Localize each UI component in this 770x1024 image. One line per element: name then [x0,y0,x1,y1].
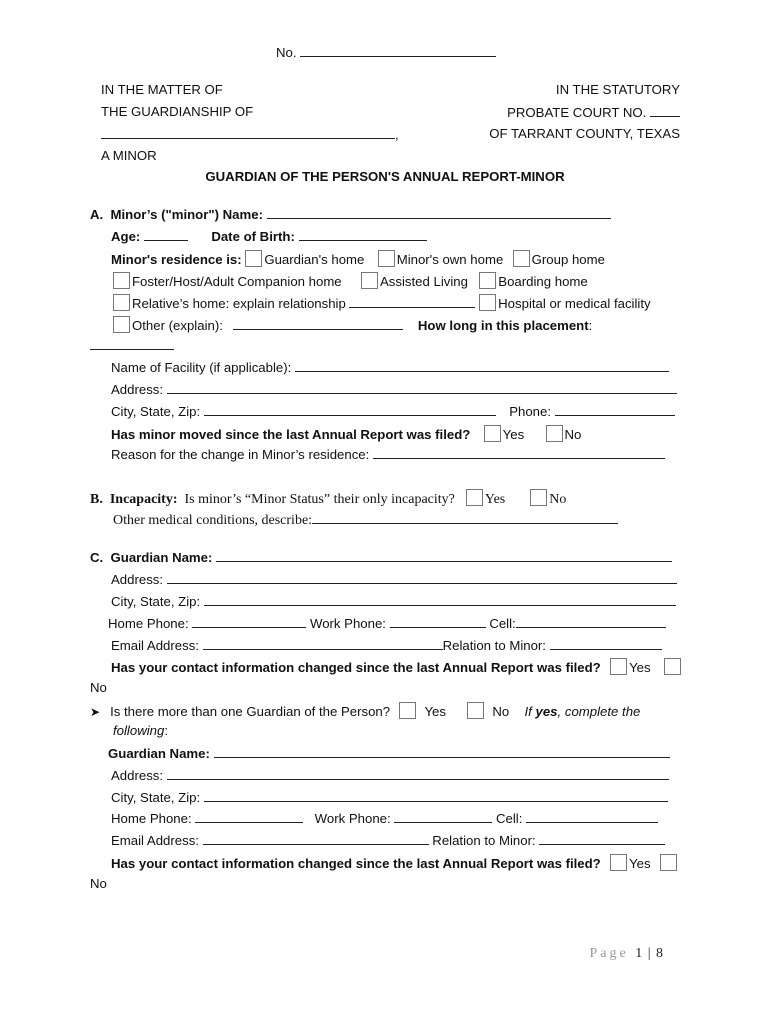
moved-question: Has minor moved since the last Annual Report was filed? [111,427,471,442]
c-address-field[interactable] [167,571,677,584]
foster-home-checkbox[interactable] [113,272,130,289]
group-home-checkbox[interactable] [513,250,530,267]
section-b-line [90,489,566,508]
group-home-label: Group home [531,252,605,267]
minor-name-label: Minor’s ("minor") Name: [110,207,263,222]
a-phone-label: Phone: [509,404,551,419]
c-relation-label: Relation to Minor: [442,638,546,653]
residence-line-2 [113,272,588,290]
a-address-label: Address: [111,382,164,397]
form-title: GUARDIAN OF THE PERSON'S ANNUAL REPORT-MINOR [205,169,565,184]
following-word: following [113,723,165,738]
arrow-bullet-icon: ➤ [90,705,101,719]
hospital-checkbox[interactable] [479,294,496,311]
other-conditions-line [113,511,618,529]
guardian-home-checkbox[interactable] [245,250,262,267]
page-word: Page [589,946,629,961]
g2-city-field[interactable] [204,789,668,802]
section-a-name-line [90,206,611,223]
page-number: 1 | 8 [635,946,664,961]
ward-name-comma: , [395,127,399,142]
c-email-field[interactable] [203,637,443,650]
if-yes-following [113,723,168,739]
a-city-field[interactable] [204,403,496,416]
section-c-letter: C. [90,550,104,565]
g2-changed-line [111,854,679,872]
incapacity-no-checkbox[interactable] [530,489,547,506]
dob-field[interactable] [299,228,427,241]
other-residence-label: Other (explain): [132,318,223,333]
matter-line-4: A MINOR [101,148,157,163]
guardian-name-label: Guardian Name: [110,550,213,565]
matter-line-1: IN THE MATTER OF [101,82,223,97]
section-c-name-line [90,549,672,566]
c-city-label: City, State, Zip: [111,594,201,609]
c-cell-label: Cell: [489,616,516,631]
g2-home-phone-label: Home Phone: [111,811,192,826]
age-field[interactable] [144,228,188,241]
g2-changed-no-label: No [90,876,107,891]
a-address-line [111,381,677,398]
court-line-3: OF TARRANT COUNTY, TEXAS [489,126,680,141]
incapacity-title: Incapacity: [109,492,178,507]
ward-name-line [101,126,399,143]
facility-line [111,359,669,376]
other-explain-field[interactable] [233,317,403,330]
c-work-phone-label: Work Phone: [309,616,386,631]
following-colon: : [164,723,168,738]
g2-changed-yes-checkbox[interactable] [610,854,627,871]
case-number-label: No. [276,45,297,60]
court-line-2 [507,104,680,121]
c-changed-yes-checkbox[interactable] [610,658,627,675]
more-guardians-no-label: No [492,704,510,719]
court-number-label: PROBATE COURT NO. [507,105,647,120]
g2-relation-label: Relation to Minor: [432,833,536,848]
residence-line-4 [113,316,592,334]
age-label: Age: [111,229,141,244]
g2-email-line [111,832,665,849]
reason-label: Reason for the change in Minor’s residence: [111,447,370,462]
boarding-home-label: Boarding home [498,274,588,289]
a-address-field[interactable] [167,381,677,394]
section-b-letter: B. [90,492,103,507]
case-number-blank[interactable] [300,44,496,57]
how-long-label: How long in this placement [417,318,589,333]
g2-address-label: Address: [111,768,164,783]
court-number-blank[interactable] [650,104,680,117]
a-phone-field[interactable] [555,403,675,416]
c-address-line [111,571,677,588]
c-city-line [111,593,676,610]
facility-label: Name of Facility (if applicable): [111,360,292,375]
c-address-label: Address: [111,572,164,587]
g2-changed-no-checkbox[interactable] [660,854,677,871]
page-footer [589,946,664,962]
minor-own-home-label: Minor's own home [396,252,504,267]
g2-cell-field[interactable] [526,810,658,823]
a-city-label: City, State, Zip: [111,404,201,419]
assisted-living-checkbox[interactable] [361,272,378,289]
c-city-field[interactable] [204,593,676,606]
incapacity-yes-label: Yes [484,492,506,507]
c-work-phone-field[interactable] [390,615,486,628]
hospital-label: Hospital or medical facility [498,296,651,311]
moved-yes-checkbox[interactable] [484,425,501,442]
a-city-line [111,403,675,420]
c-changed-no-checkbox[interactable] [664,658,681,675]
g2-home-phone-field[interactable] [195,810,303,823]
more-guardians-no-checkbox[interactable] [467,702,484,719]
how-long-field[interactable] [90,349,174,350]
c-email-line [111,637,662,654]
c-home-phone-label: Home Phone: [108,616,189,631]
g2-work-phone-field[interactable] [394,810,492,823]
dob-label: Date of Birth: [211,229,295,244]
boarding-home-checkbox[interactable] [479,272,496,289]
facility-field[interactable] [295,359,669,372]
more-guardians-question: Is there more than one Guardian of the Person? [110,704,391,719]
c-phones-line [108,615,666,632]
section-a-letter: A. [90,207,104,222]
reason-line [111,446,665,463]
moved-line [111,425,581,443]
g2-name-label: Guardian Name: [108,746,210,761]
g2-email-field[interactable] [203,832,429,845]
c-relation-field[interactable] [550,637,662,650]
other-residence-checkbox[interactable] [113,316,130,333]
assisted-living-label: Assisted Living [379,274,468,289]
c-cell-field[interactable] [516,615,666,628]
g2-city-line [111,789,668,806]
g2-name-field[interactable] [214,745,670,758]
matter-line-2: THE GUARDIANSHIP OF [101,104,254,119]
g2-changed-yes-label: Yes [629,856,651,871]
minor-name-field[interactable] [267,206,611,219]
guardian-name-field[interactable] [216,549,672,562]
foster-home-label: Foster/Host/Adult Companion home [132,274,342,289]
g2-city-label: City, State, Zip: [111,790,201,805]
other-conditions-label: Other medical conditions, describe: [113,513,313,528]
incapacity-question: Is minor’s “Minor Status” their only incapacity? [184,492,455,507]
relationship-field[interactable] [349,295,475,308]
guardian-home-label: Guardian's home [264,252,365,267]
moved-yes-label: Yes [502,427,525,442]
court-line-1: IN THE STATUTORY [555,82,680,97]
c-changed-no-label: No [90,680,107,695]
g2-work-phone-label: Work Phone: [314,811,391,826]
g2-name-line [108,745,670,762]
c-changed-line [111,658,683,676]
incapacity-no-label: No [549,492,567,507]
other-conditions-field[interactable] [312,511,618,524]
g2-phones-line [111,810,658,827]
how-long-colon: : [588,318,593,333]
incapacity-yes-checkbox[interactable] [466,489,483,506]
g2-address-line [111,767,669,784]
g2-address-field[interactable] [167,767,669,780]
c-changed-question: Has your contact information changed since the last Annual Report was filed? [111,660,601,675]
c-changed-yes-label: Yes [629,660,651,675]
case-number-line [276,44,496,61]
relatives-home-label: Relative’s home: explain relationship [132,296,346,311]
g2-changed-question: Has your contact information changed since the last Annual Report was filed? [111,856,601,871]
more-guardians-yes-checkbox[interactable] [399,702,416,719]
residence-line-3 [113,294,651,312]
g2-cell-label: Cell: [496,811,523,826]
reason-field[interactable] [373,446,665,459]
more-guardians-line [90,702,640,720]
more-guardians-yes-label: Yes [424,704,446,719]
relatives-home-checkbox[interactable] [113,294,130,311]
age-dob-line [111,228,427,245]
c-email-label: Email Address: [111,638,199,653]
g2-email-label: Email Address: [111,833,199,848]
residence-line-1 [111,250,605,268]
g2-relation-field[interactable] [539,832,665,845]
if-yes-instruction: If yes, complete the [524,704,641,719]
minor-own-home-checkbox[interactable] [378,250,395,267]
c-home-phone-field[interactable] [192,615,306,628]
moved-no-checkbox[interactable] [546,425,563,442]
ward-name-blank[interactable] [101,126,395,139]
moved-no-label: No [564,427,582,442]
residence-label: Minor's residence is: [111,252,242,267]
